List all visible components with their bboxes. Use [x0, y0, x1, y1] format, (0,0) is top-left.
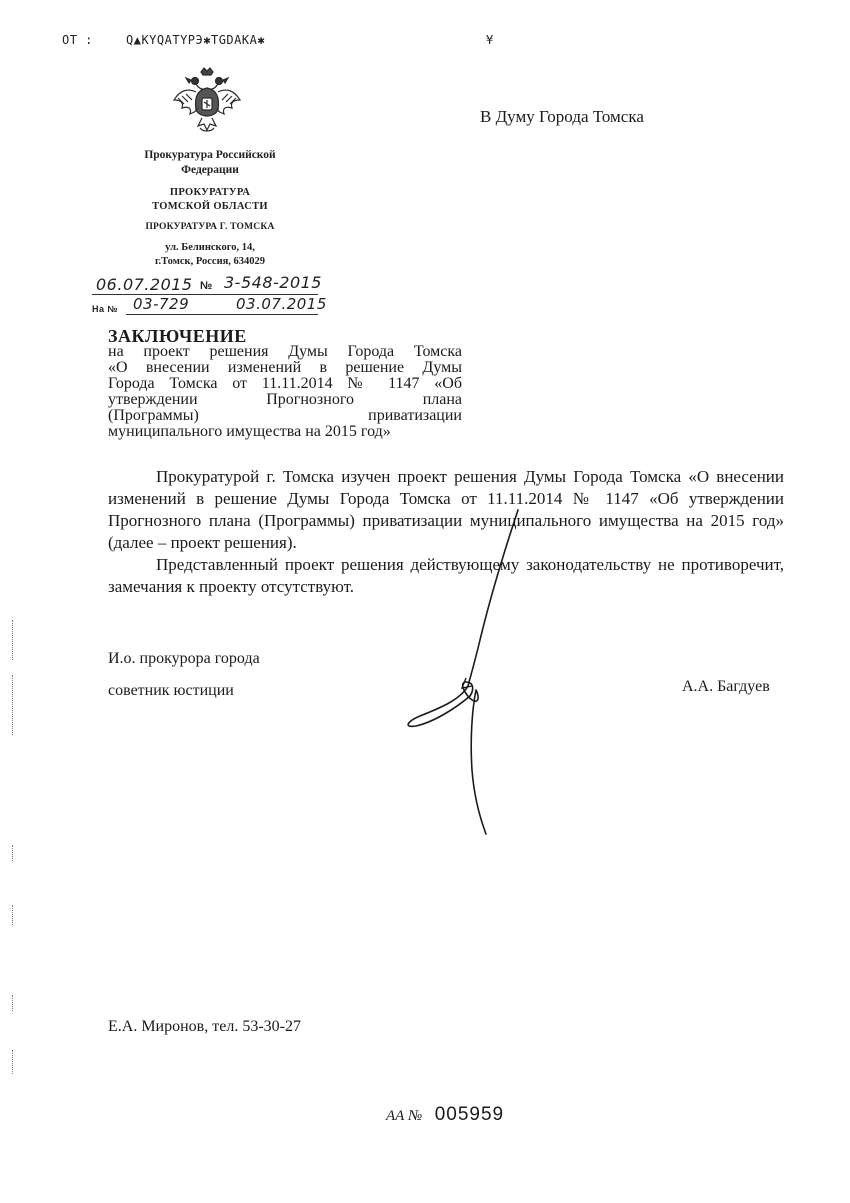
- fax-sender-code: Q▲KYQATYPЭ✱TGDAKA✱: [126, 33, 266, 47]
- body-paragraph: Представленный проект решения действующему законодательству не противоречит, замечания к проекту отсутствуют.: [108, 555, 784, 596]
- sender-org-line: Прокуратура Российской: [144, 149, 276, 161]
- subject-line: Города Томска от 11.11.2014 № 1147 «Об: [108, 375, 462, 392]
- registration-date: 06.07.2015: [96, 275, 193, 294]
- reference-date: 03.07.2015: [236, 295, 327, 313]
- sender-regional-block: [100, 186, 320, 214]
- sender-address-line: ул. Белинского, 14,: [165, 242, 255, 253]
- registration-number-sign: №: [200, 280, 213, 292]
- form-serial-number: 005959: [434, 1104, 505, 1125]
- sender-org-line: ПРОКУРАТУРА: [169, 187, 251, 198]
- registration-number: 3-548-2015: [224, 273, 322, 292]
- subject-line: «О внесении изменений в решение Думы: [108, 359, 462, 376]
- signatory-rank: советник юстиции: [108, 682, 234, 699]
- sender-org-line: Федерации: [181, 164, 239, 176]
- addressee: В Думу Города Томска: [480, 107, 644, 126]
- document-subject: [108, 344, 462, 440]
- handwritten-signature: [400, 500, 540, 840]
- subject-line: утверждении Прогнозного плана: [108, 391, 462, 408]
- sender-city-office: ПРОКУРАТУРА Г. ТОМСКА: [145, 222, 275, 232]
- reference-label: На №: [92, 304, 119, 314]
- scan-artifact: [12, 1050, 15, 1074]
- body-paragraph: Прокуратурой г. Томска изучен проект решения Думы Города Томска «О внесении изменений в решение Думы Города Томска от 11.11.2014 № 1147 «Об утверждении Прогнозного плана (Программы) приватизации муниципального имущества на 2015 год» (далее – проект решения).: [108, 467, 784, 552]
- executor-contact: Е.А. Миронов, тел. 53-30-27: [108, 1018, 301, 1035]
- fax-from-label: ОТ :: [62, 33, 93, 47]
- sender-address: [100, 241, 320, 269]
- form-serial: [386, 1104, 504, 1126]
- scan-artifact: [12, 995, 15, 1011]
- form-serial-label: АА №: [386, 1108, 423, 1124]
- scan-artifact: [12, 845, 15, 861]
- reference-number: 03-729: [133, 295, 190, 313]
- sender-org-line: ТОМСКОЙ ОБЛАСТИ: [152, 201, 268, 212]
- sender-org-block: [100, 148, 320, 178]
- sender-address-line: г.Томск, Россия, 634029: [154, 256, 266, 267]
- subject-line: на проект решения Думы Города Томска: [108, 343, 462, 360]
- subject-line: (Программы) приватизации: [108, 407, 462, 424]
- signatory-name: А.А. Багдуев: [682, 678, 770, 695]
- double-headed-eagle-emblem-icon: [170, 66, 244, 136]
- subject-line: муниципального имущества на 2015 год»: [108, 423, 391, 440]
- scan-artifact: [12, 620, 15, 660]
- fax-mark: ¥: [486, 33, 494, 47]
- scan-artifact: [12, 905, 15, 925]
- document-title: ЗАКЛЮЧЕНИЕ: [108, 326, 247, 346]
- signatory-position: И.о. прокурора города: [108, 650, 260, 667]
- scan-artifact: [12, 675, 15, 735]
- reference-underline: [126, 314, 318, 315]
